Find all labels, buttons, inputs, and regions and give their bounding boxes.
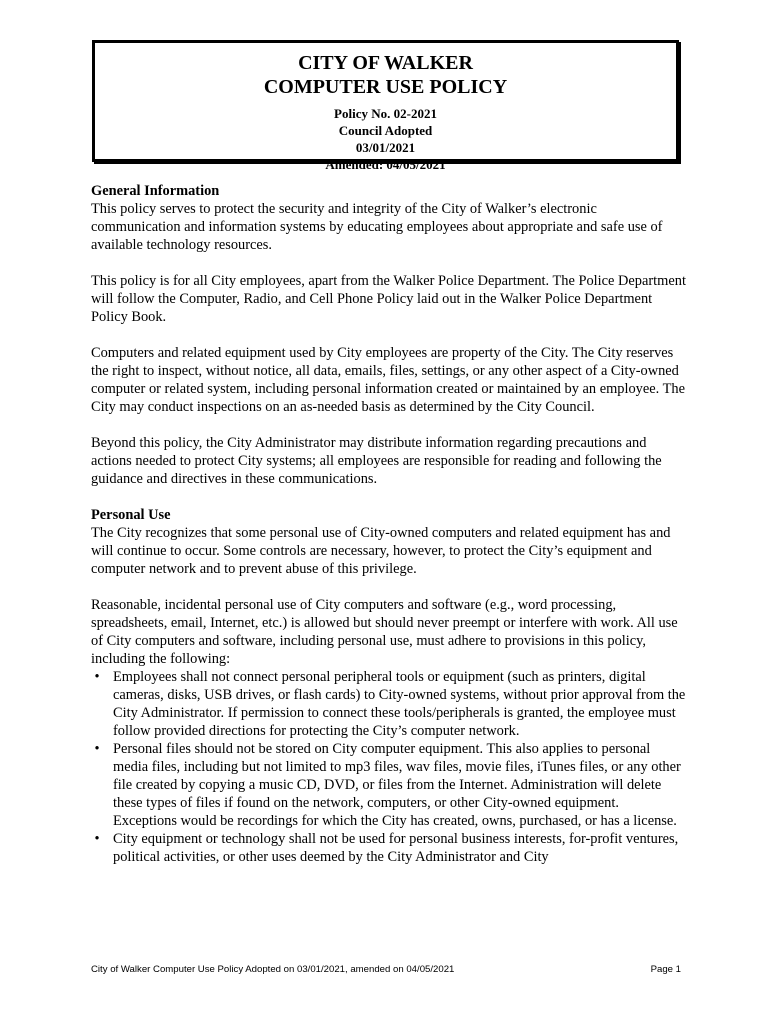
policy-header-box	[92, 40, 679, 172]
city-title: CITY OF WALKER	[298, 52, 473, 74]
personal-use-rules-list	[91, 668, 686, 866]
list-item	[91, 830, 686, 866]
page-number: Page 1	[650, 964, 681, 975]
list-item-text: Employees shall not connect personal peripheral tools or equipment (such as printers, digital cameras, disks, USB drives, or flash cards) to City-owned systems, without prior approval from the City Administrator. If permission to connect these tools/peripherals is granted, the employee must follow provided directions for protecting the City’s computer network.	[113, 669, 686, 739]
list-item-text: Personal files should not be stored on City computer equipment. This also applies to personal media files, including but not limited to mp3 files, wav files, movie files, iTunes files, or any other file created by copying a music CD, DVD, or files from the Internet. Administration will delete these types of files if found on the network, computers, or other City-owned equipment. Exceptions would be recordings for which the City has created, owns, purchased, or has a license.	[113, 741, 681, 829]
personal-paragraph-1: The City recognizes that some personal use of City-owned computers and related equipment has and will continue to occur. Some controls are necessary, however, to protect the City’s equipment and computer network and to prevent abuse of this privilege.	[91, 525, 671, 577]
personal-paragraph-2: Reasonable, incidental personal use of City computers and software (e.g., word processing, spreadsheets, email, Internet, etc.) is allowed but should never preempt or interfere with work. All use of City computers and software, including personal use, must adhere to provisions in this policy, including the following:	[91, 597, 678, 667]
adopted-date: 03/01/2021	[355, 140, 416, 155]
list-item	[91, 740, 686, 830]
general-paragraph-4: Beyond this policy, the City Administrator may distribute information regarding precautions and actions needed to protect City systems; all employees are responsible for reading and following the guidance and directives in these communications.	[91, 435, 662, 487]
bullet-icon: •	[94, 831, 100, 847]
personal-use-heading: Personal Use	[91, 507, 171, 523]
general-paragraph-3: Computers and related equipment used by City employees are property of the City. The City reserves the right to inspect, without notice, all data, emails, files, settings, or any other aspect of a City-owned computer or related system, including personal information created or maintained by an employee. The City may conduct inspections on an as-needed basis as determined by the City Council.	[91, 345, 685, 415]
policy-body	[91, 182, 686, 866]
general-information-heading: General Information	[91, 183, 220, 199]
list-item-text: City equipment or technology shall not be used for personal business interests, for-profit ventures, political activities, or other uses deemed by the City Administrator and City	[113, 831, 679, 865]
amended-date: Amended: 04/05/2021	[325, 157, 446, 172]
council-adopted: Council Adopted	[338, 123, 433, 138]
general-paragraph-1: This policy serves to protect the security and integrity of the City of Walker’s electronic communication and information systems by educating employees about appropriate and safe use of available technology resources.	[91, 201, 663, 253]
list-item	[91, 668, 686, 740]
footer-document-note: City of Walker Computer Use Policy Adopted on 03/01/2021, amended on 04/05/2021	[91, 964, 455, 975]
bullet-icon: •	[94, 741, 100, 757]
general-paragraph-2: This policy is for all City employees, apart from the Walker Police Department. The Police Department will follow the Computer, Radio, and Cell Phone Policy laid out in the Walker Police Department Policy Book.	[91, 273, 686, 325]
bullet-icon: •	[94, 669, 100, 685]
policy-number: Policy No. 02-2021	[334, 106, 437, 121]
policy-title: COMPUTER USE POLICY	[263, 76, 508, 98]
